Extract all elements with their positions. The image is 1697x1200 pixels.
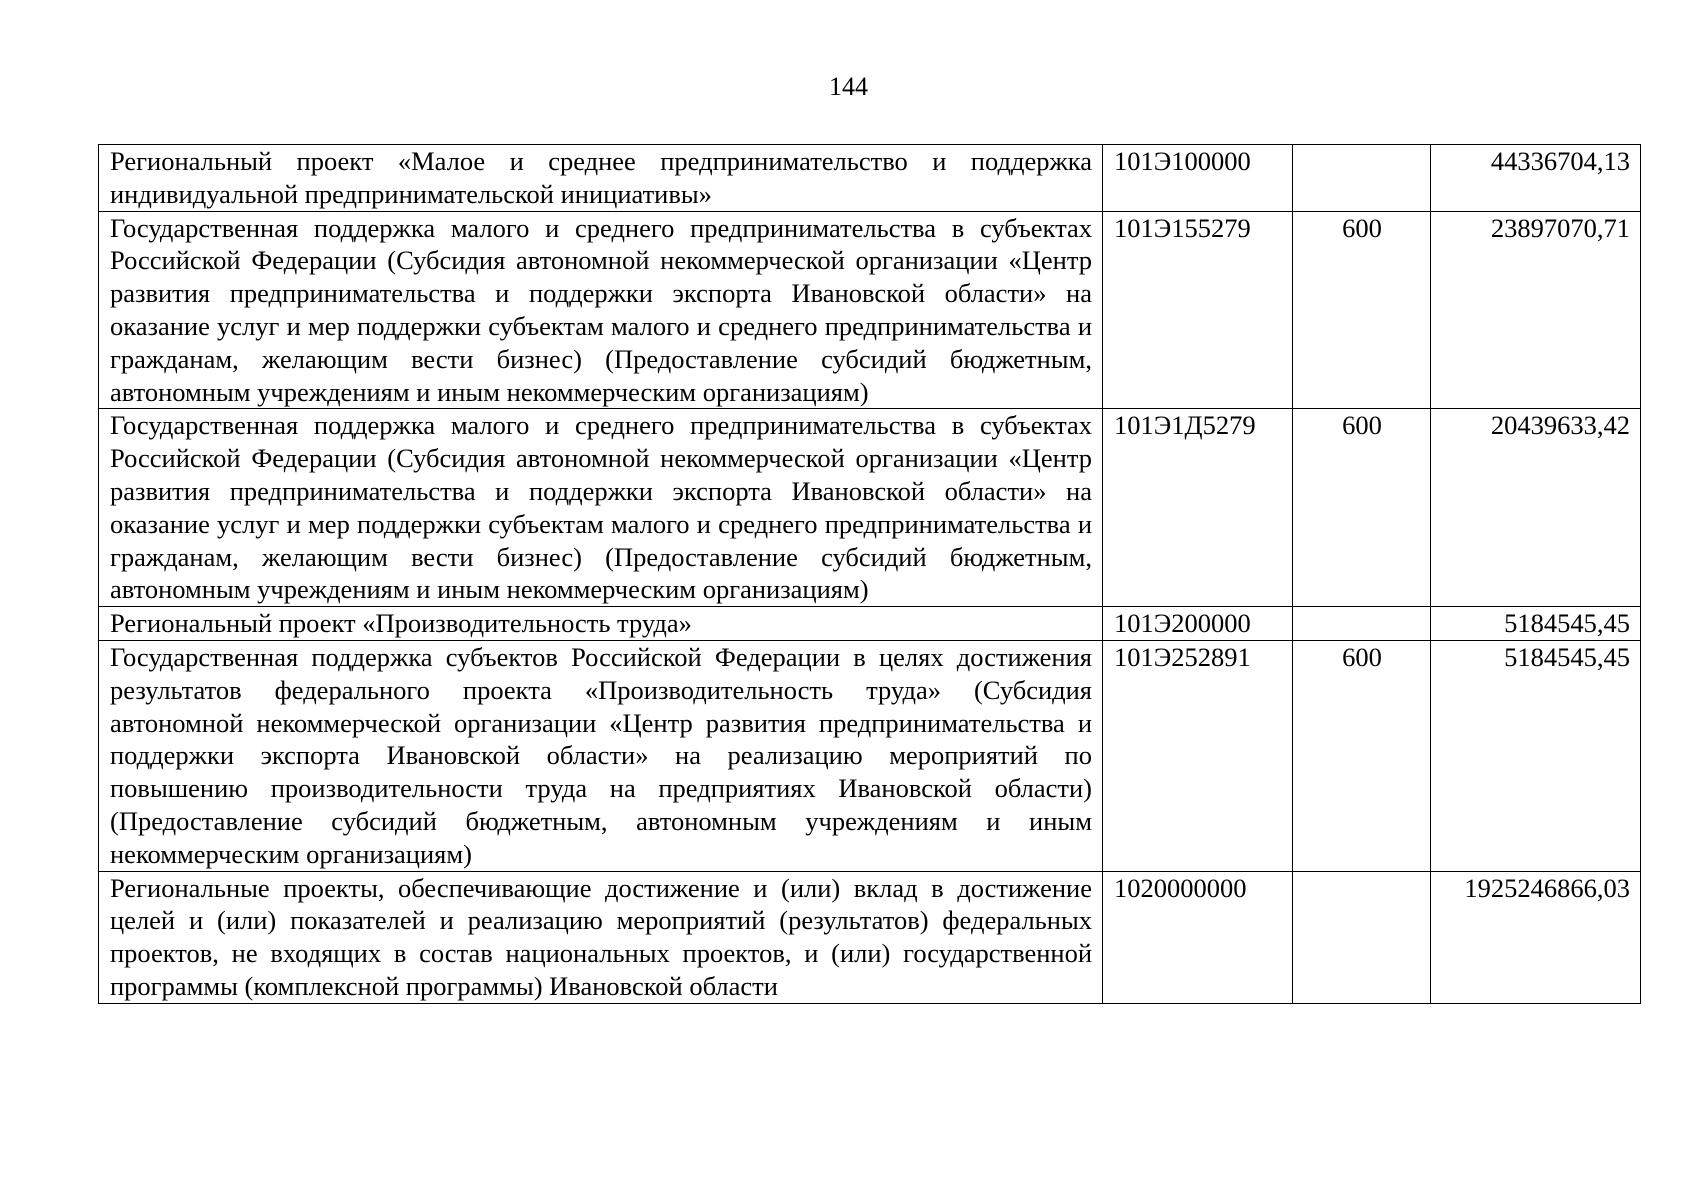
row-amount-cell: 20439633,42 [1431, 409, 1641, 607]
row-amount-cell: 5184545,45 [1431, 607, 1641, 641]
row-name-cell: Региональные проекты, обеспечивающие достижение и (или) вклад в достижение целей и (или) показателей и реализацию мероприятий (результатов) федеральных проектов, не входящих в состав национальных проектов, и (или) государственной программы (комплексной программы) Ивановской области [99, 871, 1103, 1003]
row-code-cell: 101Э200000 [1103, 607, 1293, 641]
row-name-cell: Государственная поддержка малого и среднего предпринимательства в субъектах Российской Федерации (Субсидия автономной некоммерческой организации «Центр развития предпринимательства и поддержки экспорта Ивановской области» на оказание услуг и мер поддержки субъектам малого и среднего предпринимательства и гражданам, желающим вести бизнес) (Предоставление субсидий бюджетным, автономным учреждениям и иным некоммерческим организациям) [99, 409, 1103, 607]
page-number: 144 [829, 72, 868, 101]
row-type-cell: 600 [1293, 409, 1431, 607]
table-row [99, 640, 1641, 871]
row-name-cell: Государственная поддержка малого и среднего предпринимательства в субъектах Российской Федерации (Субсидия автономной некоммерческой организации «Центр развития предпринимательства и поддержки экспорта Ивановской области» на оказание услуг и мер поддержки субъектам малого и среднего предпринимательства и гражданам, желающим вести бизнес) (Предоставление субсидий бюджетным, автономным учреждениям и иным некоммерческим организациям) [99, 211, 1103, 409]
row-name-cell: Государственная поддержка субъектов Российской Федерации в целях достижения результатов федерального проекта «Производительность труда» (Субсидия автономной некоммерческой организации «Центр развития предпринимательства и поддержки экспорта Ивановской области» на реализацию мероприятий по повышению производительности труда на предприятиях Ивановской области) (Предоставление субсидий бюджетным, автономным учреждениям и иным некоммерческим организациям) [99, 640, 1103, 871]
table-row [99, 145, 1641, 212]
row-amount-cell: 44336704,13 [1431, 145, 1641, 212]
row-code-cell: 101Э155279 [1103, 211, 1293, 409]
row-code-cell: 101Э252891 [1103, 640, 1293, 871]
row-amount-cell: 1925246866,03 [1431, 871, 1641, 1003]
row-name-cell: Региональный проект «Производительность труда» [99, 607, 1103, 641]
row-amount-cell: 23897070,71 [1431, 211, 1641, 409]
row-code-cell: 101Э100000 [1103, 145, 1293, 212]
row-code-cell: 101Э1Д5279 [1103, 409, 1293, 607]
row-code-cell: 1020000000 [1103, 871, 1293, 1003]
row-type-cell: 600 [1293, 211, 1431, 409]
row-type-cell [1293, 607, 1431, 641]
row-name-cell: Региональный проект «Малое и среднее предпринимательство и поддержка индивидуальной предпринимательской инициативы» [99, 145, 1103, 212]
table-row [99, 211, 1641, 409]
row-type-cell: 600 [1293, 640, 1431, 871]
row-type-cell [1293, 145, 1431, 212]
row-type-cell [1293, 871, 1431, 1003]
table-row [99, 871, 1641, 1003]
budget-table [98, 144, 1641, 1004]
table-row [99, 409, 1641, 607]
row-amount-cell: 5184545,45 [1431, 640, 1641, 871]
table-row [99, 607, 1641, 641]
